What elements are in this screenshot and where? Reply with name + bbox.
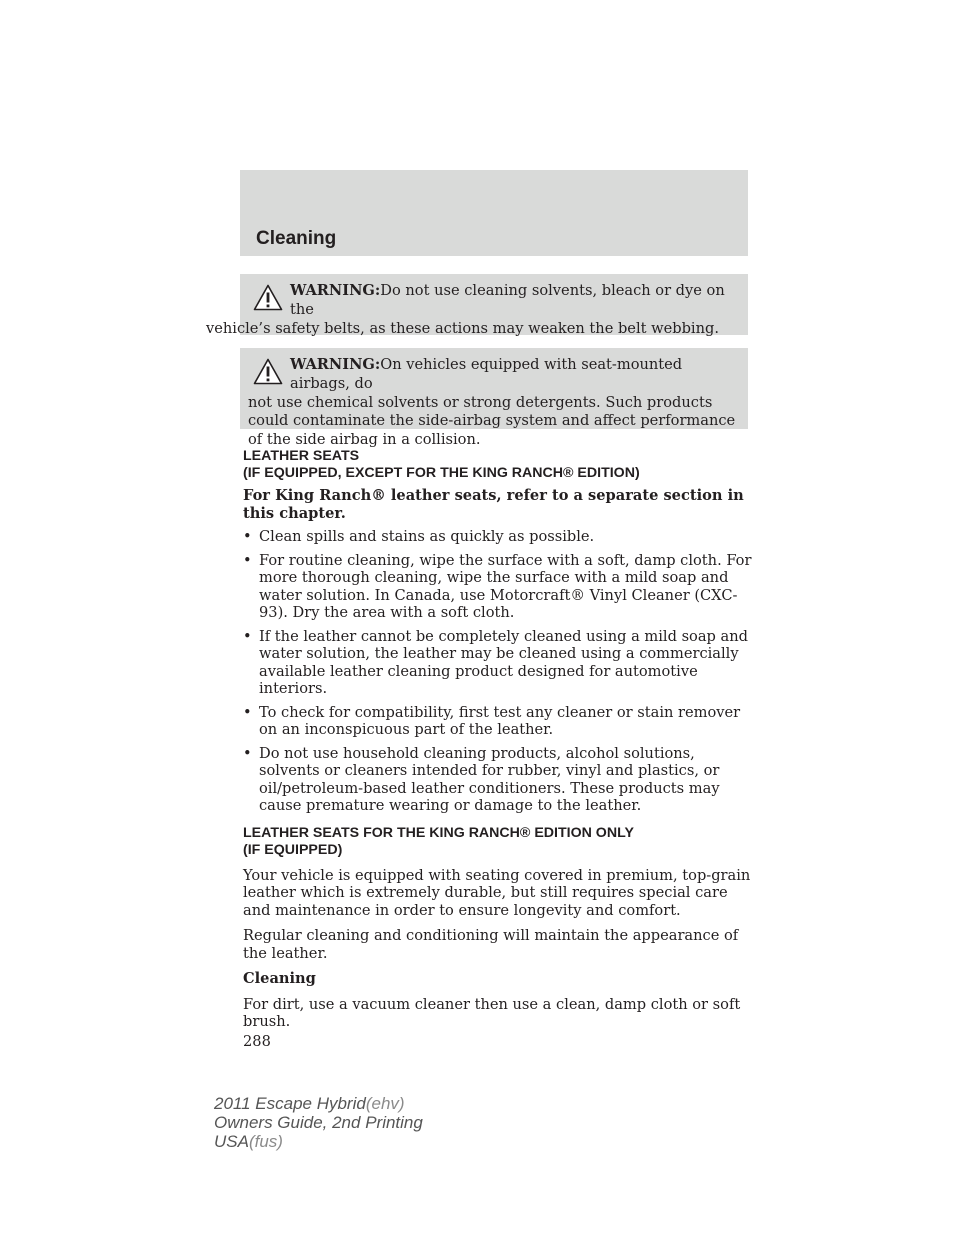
- warning-rest: vehicle’s safety belts, as these actions may weaken the belt webbing.: [206, 319, 719, 337]
- bullet-glyph: •: [243, 703, 252, 721]
- section-heading-line1: LEATHER SEATS: [243, 448, 360, 464]
- footer-market: USA: [214, 1132, 249, 1151]
- warning-text: [206, 282, 738, 338]
- paragraph: For dirt, use a vacuum cleaner then use a clean, damp cloth or soft brush.: [243, 995, 741, 1030]
- bullet-glyph: •: [243, 551, 252, 569]
- king-ranch-note: For King Ranch® leather seats, refer to a separate section in this chapter.: [243, 487, 744, 522]
- main-content: [243, 448, 753, 1050]
- footer-printing: Owners Guide, 2nd Printing: [214, 1113, 423, 1132]
- list-item-text: Clean spills and stains as quickly as possible.: [259, 528, 595, 545]
- leather-care-list: [243, 528, 753, 815]
- section-title: Cleaning: [256, 228, 337, 249]
- section-heading: [243, 448, 753, 482]
- list-item: [243, 528, 753, 546]
- section-heading-line2: (IF EQUIPPED, EXCEPT FOR THE KING RANCH® EDITION): [243, 465, 640, 481]
- warning-label: WARNING:: [290, 282, 381, 299]
- paragraph: Regular cleaning and conditioning will maintain the appearance of the leather.: [243, 927, 739, 962]
- list-item: [243, 552, 753, 622]
- warning-text: [248, 356, 738, 450]
- list-item-text: To check for compatibility, first test any cleaner or stain remover on an inconspicuous part of the leather.: [259, 703, 741, 738]
- warning-first-line: Do not use cleaning solvents, bleach or dye on the: [290, 282, 725, 318]
- page-number: 288: [243, 1032, 271, 1050]
- warning-first-line: On vehicles equipped with seat-mounted airbags, do: [290, 356, 683, 392]
- section-heading-line1: LEATHER SEATS FOR THE KING RANCH® EDITION ONLY: [243, 824, 634, 841]
- bullet-glyph: •: [243, 744, 252, 762]
- section-heading-line2: (IF EQUIPPED): [243, 841, 343, 858]
- section-heading: [243, 825, 753, 859]
- list-item: [243, 704, 753, 739]
- warning-box-side-airbags: [240, 348, 748, 449]
- bullet-glyph: •: [243, 528, 252, 545]
- warning-triangle-icon: [253, 284, 283, 311]
- print-footer: [214, 1094, 423, 1151]
- list-item-text: Do not use household cleaning products, alcohol solutions, solvents or cleaners intended for rubber, vinyl and plastics, or oil/petroleum-based leather conditioners. These products may cause premature wearing or damage to the leather.: [259, 744, 720, 814]
- list-item: [243, 745, 753, 815]
- list-item: [243, 628, 753, 698]
- footer-model-code: (ehv): [365, 1094, 405, 1113]
- paragraph: Your vehicle is equipped with seating covered in premium, top-grain leather which is extremely durable, but still requires special care and maintenance in order to ensure longevity and comfort.: [243, 866, 751, 919]
- list-item-text: For routine cleaning, wipe the surface with a soft, damp cloth. For more thorough cleaning, wipe the surface with a mild soap and water solution. In Canada, use Motorcraft® Vinyl Cleaner (CXC-93). Dry the area with a soft cloth.: [259, 551, 752, 621]
- footer-model: 2011 Escape Hybrid: [214, 1094, 366, 1113]
- subheading: Cleaning: [243, 970, 316, 987]
- warning-triangle-icon: [253, 358, 283, 385]
- bullet-glyph: •: [243, 627, 252, 645]
- warning-rest: not use chemical solvents or strong detergents. Such products could contaminate the side-airbag system and affect performance of the side airbag in a collision.: [248, 393, 736, 449]
- warning-box-safety-belts: [206, 274, 748, 337]
- warning-label: WARNING:: [290, 356, 381, 373]
- section-header-band: [240, 170, 748, 256]
- footer-market-code: (fus): [248, 1132, 283, 1151]
- list-item-text: If the leather cannot be completely cleaned using a mild soap and water solution, the leather may be cleaned using a commercially available leather cleaning product designed for automotive interiors.: [259, 627, 748, 697]
